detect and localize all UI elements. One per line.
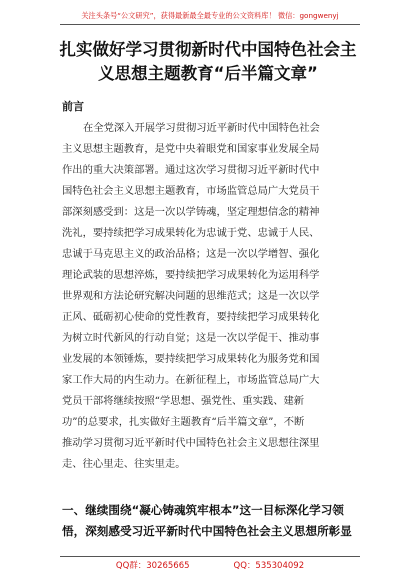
section-heading-line-2: 悟，深刻感受习近平新时代中国特色社会主义思想所彰显 bbox=[62, 524, 352, 538]
body-line: 走、往心里走、往实里走。 bbox=[62, 458, 186, 470]
body-line: 业发展的本领锤炼，要持续把学习成果转化为服务党和国 bbox=[62, 353, 320, 365]
footer-banner bbox=[60, 556, 360, 573]
body-line: 洗礼，要持续把学习成果转化为忠诚于党、忠诚于人民、 bbox=[62, 227, 320, 239]
body-line: 部深刻感受到：这是一次以学铸魂，坚定理想信念的精神 bbox=[62, 206, 320, 218]
title-line-1: 扎实做好学习贯彻新时代中国特色社会主 bbox=[59, 40, 357, 59]
title-line-2: 义思想主题教育“后半篇文章” bbox=[98, 64, 318, 83]
body-line: 作出的重大决策部署。通过这次学习贯彻习近平新时代中 bbox=[62, 164, 320, 176]
preface-label: 前言 bbox=[62, 100, 84, 113]
section-heading-line-1: 一、继续围绕“凝心铸魂筑牢根本”这一目标深化学习领 bbox=[62, 503, 344, 517]
header-banner bbox=[60, 8, 360, 25]
body-line: 正风、砥砺初心使命的党性教育，要持续把学习成果转化 bbox=[62, 311, 320, 323]
section-heading bbox=[62, 500, 362, 542]
body-line: 主义思想主题教育，是党中央着眼党和国家事业发展全局 bbox=[62, 143, 320, 155]
document-title bbox=[58, 38, 358, 86]
body-line: 功”的总要求，扎实做好主题教育“后半篇文章”，不断 bbox=[62, 416, 305, 428]
header-banner-text: 关注头条号“公文研究”，获得最新最全最专业的公文资料库！ 微信：gongwenyj bbox=[81, 11, 339, 20]
footer-qq-contact: QQ：535304092 bbox=[233, 561, 305, 571]
preface-paragraph bbox=[62, 118, 352, 475]
body-line: 国特色社会主义思想主题教育，市场监管总局广大党员干 bbox=[62, 185, 320, 197]
body-line: 家工作大局的内生动力。在新征程上，市场监管总局广大 bbox=[62, 374, 320, 386]
body-line: 理论武装的思想淬炼，要持续把学习成果转化为运用科学 bbox=[62, 269, 320, 281]
footer-qq-group: QQ群：30265665 bbox=[115, 561, 190, 571]
body-line: 世界观和方法论研究解决问题的思维范式；这是一次以学 bbox=[62, 290, 320, 302]
body-line: 忠诚于马克思主义的政治品格；这是一次以学增智、强化 bbox=[62, 248, 320, 260]
body-line: 推动学习贯彻习近平新时代中国特色社会主义思想往深里 bbox=[62, 437, 320, 449]
body-line: 为树立时代新风的行动自觉；这是一次以学促干、推动事 bbox=[62, 332, 320, 344]
body-line: 在全党深入开展学习贯彻习近平新时代中国特色社会 bbox=[83, 122, 320, 134]
body-line: 党员干部将继续按照“学思想、强党性、重实践、建新 bbox=[62, 395, 305, 407]
